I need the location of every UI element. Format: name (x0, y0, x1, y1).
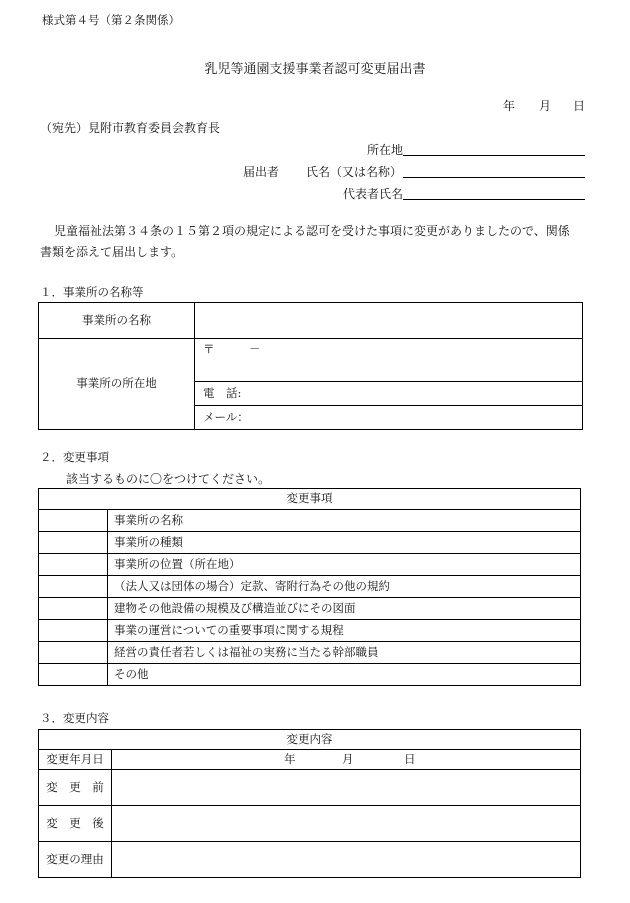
change-items-table (38, 488, 581, 686)
date-day-label: 日 (573, 99, 586, 113)
phone-field[interactable]: 電 話: (195, 382, 583, 406)
check-cell[interactable] (39, 598, 108, 620)
facility-name-label: 事業所の名称 (39, 303, 195, 339)
check-cell[interactable] (39, 620, 108, 642)
change-date-field[interactable] (112, 750, 581, 770)
addressee: （宛先）見附市教育委員会教育長 (40, 121, 221, 135)
representative-label: 代表者氏名 (343, 187, 404, 201)
section-1-heading: １．事業所の名称等 (40, 285, 144, 299)
after-change-label: 変 更 後 (39, 806, 112, 842)
change-item: 経営の責任者若しくは福祉の実務に当たる幹部職員 (108, 642, 581, 664)
before-change-field[interactable] (112, 770, 581, 806)
change-date-year: 年 (284, 752, 296, 766)
change-item: 建物その他設備の規模及び構造並びにその図面 (108, 598, 581, 620)
postal-code-field[interactable]: 〒 － (195, 339, 583, 382)
change-item: 事業所の位置（所在地） (108, 554, 581, 576)
change-item: その他 (108, 664, 581, 686)
before-change-label: 変 更 前 (39, 770, 112, 806)
form-number: 様式第４号（第２条関係） (42, 13, 180, 27)
name-field[interactable] (403, 177, 585, 178)
date-year-label: 年 (503, 99, 516, 113)
name-label: 氏名（又は名称） (306, 165, 403, 179)
check-cell[interactable] (39, 510, 108, 532)
change-details-header: 変更内容 (39, 730, 581, 750)
facility-table (38, 302, 583, 430)
change-reason-field[interactable] (112, 842, 581, 878)
change-details-table (38, 729, 581, 878)
after-change-field[interactable] (112, 806, 581, 842)
change-item: 事業所の種類 (108, 532, 581, 554)
date-month-label: 月 (539, 99, 552, 113)
email-field[interactable]: メール： (195, 406, 583, 430)
statement-line-1: 児童福祉法第３４条の１５第２項の規定による認可を受けた事項に変更がありましたので、関係 (54, 224, 570, 238)
representative-field[interactable] (403, 199, 585, 200)
check-cell[interactable] (39, 554, 108, 576)
section-2-instruction: 該当するものに〇をつけてください。 (66, 472, 271, 486)
form-title: 乳児等通園支援事業者認可変更届出書 (204, 62, 426, 77)
change-items-header: 変更事項 (39, 489, 581, 510)
section-2-heading: ２．変更事項 (40, 450, 109, 464)
change-reason-label: 変更の理由 (39, 842, 112, 878)
facility-name-field[interactable] (195, 303, 583, 339)
applicant-role-label: 届出者 (243, 165, 280, 179)
facility-location-label: 事業所の所在地 (39, 339, 195, 430)
section-3-heading: ３．変更内容 (40, 711, 109, 725)
check-cell[interactable] (39, 642, 108, 664)
change-date-month: 月 (342, 752, 354, 766)
change-item: 事業の運営についての重要事項に関する規程 (108, 620, 581, 642)
check-cell[interactable] (39, 664, 108, 686)
check-cell[interactable] (39, 576, 108, 598)
check-cell[interactable] (39, 532, 108, 554)
change-date-day: 日 (404, 752, 416, 766)
change-date-label: 変更年月日 (39, 750, 112, 770)
statement-line-2: 書類を添えて届出します。 (40, 245, 184, 259)
change-item: 事業所の名称 (108, 510, 581, 532)
address-label: 所在地 (367, 143, 404, 157)
change-item: （法人又は団体の場合）定款、寄附行為その他の規約 (108, 576, 581, 598)
address-field[interactable] (403, 155, 585, 156)
